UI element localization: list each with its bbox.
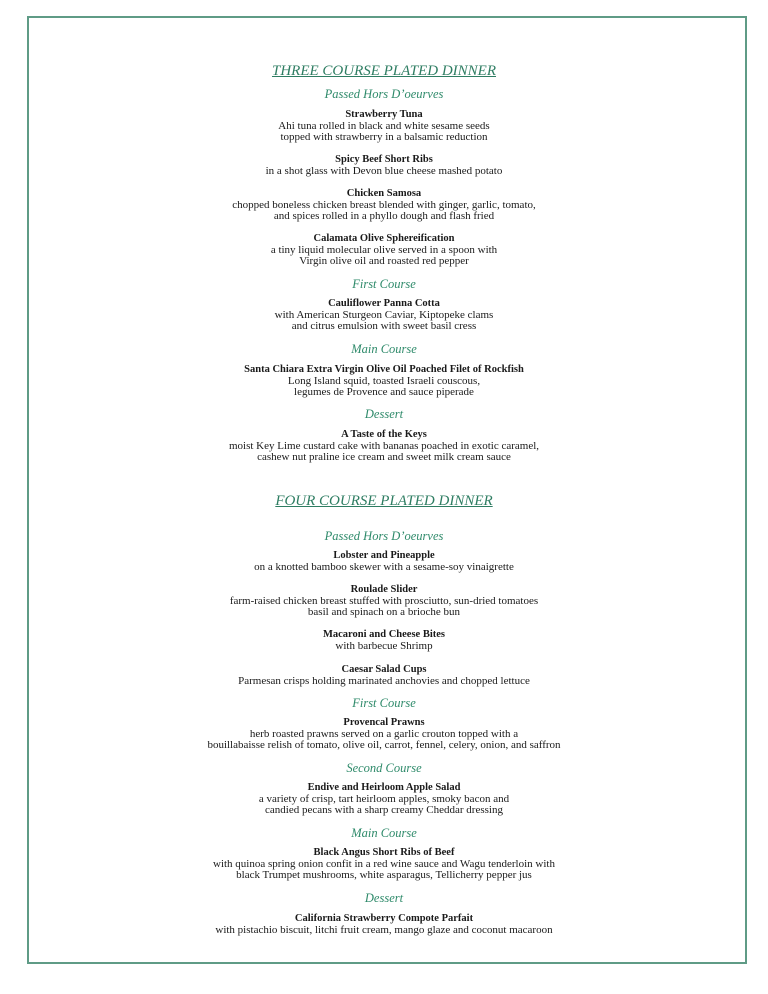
menu-item (0, 629, 768, 652)
item-name: Cauliflower Panna Cotta (328, 298, 440, 309)
menu-item (0, 154, 768, 177)
menu-item (0, 847, 768, 881)
item-desc: bouillabaisse relish of tomato, olive oil, carrot, fennel, celery, onion, and saffron (207, 739, 561, 751)
section-second-course: Second Course (346, 761, 422, 775)
item-name: Endive and Heirloom Apple Salad (307, 782, 461, 793)
item-desc: cashew nut praline ice cream and sweet milk cream sauce (257, 451, 511, 463)
item-name: Chicken Samosa (346, 188, 422, 199)
item-name: Caesar Salad Cups (341, 664, 427, 675)
item-desc: legumes de Provence and sauce piperade (294, 386, 474, 398)
item-desc: black Trumpet mushrooms, white asparagus, Tellicherry pepper jus (236, 869, 532, 881)
menu-item (0, 109, 768, 143)
section-dessert: Dessert (364, 407, 404, 421)
item-name: Lobster and Pineapple (333, 550, 435, 561)
item-desc: with pistachio biscuit, litchi fruit cream, mango glaze and coconut macaroon (215, 924, 553, 936)
item-desc: with American Sturgeon Caviar, Kiptopeke clams (274, 309, 494, 321)
section-hors-doeuvres: Passed Hors D’oeurves (324, 529, 444, 543)
menu-title-three-course: THREE COURSE PLATED DINNER (271, 63, 497, 79)
item-name: Macaroni and Cheese Bites (322, 629, 445, 640)
item-desc: Ahi tuna rolled in black and white sesame seeds (278, 120, 490, 132)
section-main-course: Main Course (351, 342, 417, 356)
item-name: Calamata Olive Sphereification (313, 233, 455, 244)
item-desc: Parmesan crisps holding marinated anchovies and chopped lettuce (238, 675, 530, 687)
item-desc: basil and spinach on a brioche bun (307, 606, 461, 618)
item-desc: topped with strawberry in a balsamic reduction (280, 131, 488, 143)
menu-item (0, 717, 768, 751)
menu-item (0, 550, 768, 573)
item-desc: Virgin olive oil and roasted red pepper (299, 255, 469, 267)
item-desc: farm-raised chicken breast stuffed with prosciutto, sun-dried tomatoes (229, 595, 539, 607)
menu-item (0, 188, 768, 222)
item-desc: herb roasted prawns served on a garlic crouton topped with a (249, 728, 519, 740)
item-desc: candied pecans with a sharp creamy Cheddar dressing (265, 804, 503, 816)
menu-item (0, 364, 768, 398)
menu-item (0, 913, 768, 936)
item-desc: a tiny liquid molecular olive served in a spoon with (270, 244, 498, 256)
section-hors-doeuvres: Passed Hors D’oeurves (324, 87, 444, 101)
item-name: Santa Chiara Extra Virgin Olive Oil Poached Filet of Rockfish (244, 364, 524, 375)
item-desc: with quinoa spring onion confit in a red wine sauce and Wagu tenderloin with (213, 858, 555, 870)
item-desc: and spices rolled in a phyllo dough and flash fried (273, 210, 495, 222)
menu-item (0, 233, 768, 267)
menu-item (0, 429, 768, 463)
item-desc: a variety of crisp, tart heirloom apples, smoky bacon and (258, 793, 510, 805)
item-name: Roulade Slider (350, 584, 418, 595)
item-desc: Long Island squid, toasted Israeli couscous, (287, 375, 481, 387)
item-desc: chopped boneless chicken breast blended with ginger, garlic, tomato, (232, 199, 536, 211)
section-first-course: First Course (352, 277, 416, 291)
menu-item (0, 584, 768, 618)
item-name: Spicy Beef Short Ribs (335, 154, 433, 165)
section-first-course: First Course (352, 696, 416, 710)
item-desc: with barbecue Shrimp (335, 640, 433, 652)
item-desc: and citrus emulsion with sweet basil cress (291, 320, 477, 332)
item-desc: in a shot glass with Devon blue cheese mashed potato (265, 165, 503, 177)
menu-item (0, 298, 768, 332)
item-desc: on a knotted bamboo skewer with a sesame-soy vinaigrette (254, 561, 514, 573)
item-desc: moist Key Lime custard cake with bananas poached in exotic caramel, (228, 440, 540, 452)
menu-item (0, 782, 768, 816)
menu-title-four-course: FOUR COURSE PLATED DINNER (275, 493, 493, 509)
section-dessert: Dessert (364, 891, 404, 905)
section-main-course: Main Course (351, 826, 417, 840)
item-name: Black Angus Short Ribs of Beef (313, 847, 455, 858)
item-name: California Strawberry Compote Parfait (294, 913, 474, 924)
item-name: Strawberry Tuna (345, 109, 423, 120)
menu-item (0, 664, 768, 687)
item-name: Provencal Prawns (343, 717, 425, 728)
item-name: A Taste of the Keys (341, 429, 427, 440)
